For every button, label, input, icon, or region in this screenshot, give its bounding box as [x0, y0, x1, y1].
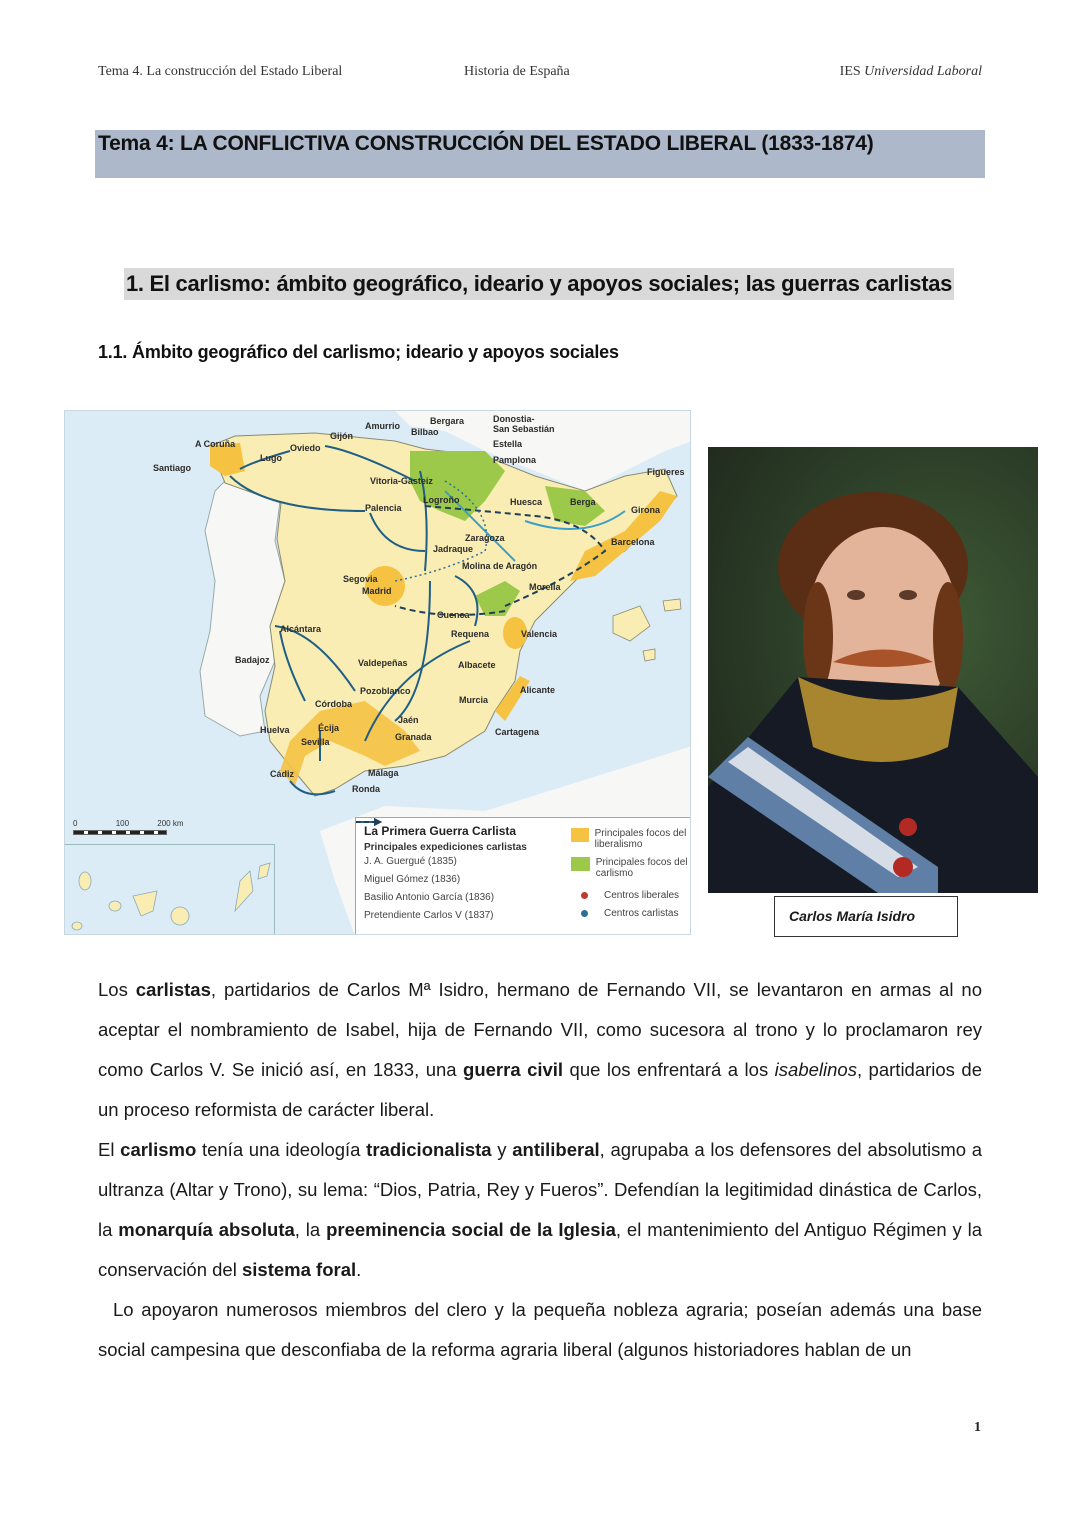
- portrait-caption: [774, 896, 958, 937]
- legend-carlist-area: [571, 857, 691, 879]
- bold-term: antiliberal: [512, 1139, 600, 1160]
- subsection-title: 1.1. Ámbito geográfico del carlismo; ideario y apoyos sociales: [98, 342, 619, 362]
- text-run: Lo apoyaron numerosos miembros del clero y la pequeña nobleza agraria; poseían además una base social campesina que desconfiaba de la reforma agraria liberal (algunos historiadores hablan de un: [98, 1299, 982, 1360]
- chapter-title-bar: [95, 130, 985, 178]
- map-scale: [73, 819, 184, 835]
- map-place-label: Ronda: [352, 784, 380, 794]
- map-place-label: Alcántara: [280, 624, 322, 634]
- text-run: , agrupaba a los defensores del absolutismo a ultranza (Altar y Trono), su lema: “Dios, Patria, Rey y Fueros”. Defendían la legitimidad dinástica de Carlos, la: [98, 1139, 983, 1240]
- map-place-label: Berga: [570, 497, 596, 507]
- body-text: [98, 970, 982, 1370]
- header-center: Historia de España: [464, 64, 570, 79]
- map-place-label: Estella: [493, 439, 523, 449]
- text-run: , partidarios de Carlos Mª Isidro, hermano de Fernando VII, se levantaron en armas al no aceptar el nombramiento de Isabel, hija de Fernando VII, como sucesora al trono y lo proclamaron rey como Carlos V. Se inició así, en 1833, una: [98, 979, 983, 1080]
- map-place-label: Vitoria-Gasteiz: [370, 476, 433, 486]
- text-run: tenía una ideología: [196, 1139, 367, 1160]
- paragraph-2: [98, 1130, 982, 1290]
- map-place-label: Morella: [529, 582, 561, 592]
- map-place-label: Zaragoza: [465, 533, 505, 543]
- legend-title: La Primera Guerra Carlista: [364, 824, 517, 838]
- scale-label-100: 100: [115, 819, 130, 828]
- map-place-label: Logroño: [423, 495, 460, 505]
- red-dot-icon: [581, 892, 588, 899]
- caption-text: Carlos María Isidro: [789, 908, 916, 924]
- map-place-label: Segovia: [343, 574, 378, 584]
- text-run: , el mantenimiento del Antiguo Régimen y la conservación del: [98, 1219, 983, 1280]
- bold-term: preeminencia social de la Iglesia: [326, 1219, 616, 1240]
- map-place-label: Cádiz: [270, 769, 295, 779]
- italic-term: isabelinos: [774, 1059, 857, 1080]
- map-place-label: Bilbao: [411, 427, 439, 437]
- map-place-label: Madrid: [362, 586, 392, 596]
- text-run: El: [98, 1139, 121, 1160]
- map-place-label: Figueres: [647, 467, 685, 477]
- section-title-bar: [124, 268, 954, 300]
- map-place-label: Alicante: [520, 685, 556, 695]
- map-place-label: Bergara: [430, 416, 465, 426]
- text-run: .: [356, 1259, 362, 1280]
- map-place-label: Palencia: [365, 503, 402, 513]
- map-place-label: Valencia: [521, 629, 558, 639]
- map-place-label: Málaga: [368, 768, 399, 778]
- subsection-title-block: [98, 342, 619, 363]
- scale-label-0: 0: [73, 819, 78, 828]
- map-place-label: Córdoba: [315, 699, 352, 709]
- legend-route-label: J. A. Guergué (1835): [364, 856, 457, 867]
- blue-dot-icon: [581, 910, 588, 917]
- scale-label-200: 200 km: [157, 819, 184, 828]
- text-run: que los enfrentará a los: [563, 1059, 775, 1080]
- map-place-label: Badajoz: [235, 655, 270, 665]
- header-right-italic: Universidad Laboral: [864, 64, 982, 79]
- paragraph-3: [98, 1290, 982, 1370]
- map-place-label: Albacete: [458, 660, 496, 670]
- bold-term: sistema foral: [241, 1259, 357, 1280]
- legend-route-label: Basilio Antonio García (1836): [364, 892, 495, 903]
- map-place-label: Amurrio: [365, 421, 401, 431]
- map-legend: [355, 817, 691, 935]
- bold-term: tradicionalista: [366, 1139, 492, 1160]
- map-place-label: Pozoblanco: [360, 686, 411, 696]
- map-place-label: Oviedo: [290, 443, 321, 453]
- legend-carlist-centers: [571, 904, 691, 922]
- map-place-label: Cartagena: [495, 727, 540, 737]
- liberal-swatch-icon: [571, 828, 589, 842]
- text-run: Los: [98, 979, 136, 1000]
- map-place-label: Cuenca: [437, 610, 470, 620]
- map-place-label: Donostia-: [493, 414, 535, 424]
- map-place-label: Granada: [395, 732, 432, 742]
- carlist-swatch-icon: [571, 857, 590, 871]
- header-right: [840, 64, 982, 80]
- portrait-illustration: [708, 447, 1038, 893]
- bold-term: carlistas: [135, 979, 211, 1000]
- legend-area-label: Principales focos del liberalismo: [594, 828, 687, 850]
- map-place-label: Écija: [318, 723, 340, 733]
- map-place-label: Santiago: [153, 463, 192, 473]
- legend-route-label: Pretendiente Carlos V (1837): [364, 910, 494, 921]
- map-place-label: Lugo: [260, 453, 282, 463]
- map-place-label: Huelva: [260, 725, 290, 735]
- map-place-label: Jadraque: [433, 544, 474, 554]
- legend-area-label: Principales focos del carlismo: [595, 857, 688, 879]
- canary-islands-inset: [65, 844, 275, 935]
- text-run: , la: [294, 1219, 327, 1240]
- legend-liberal-centers: [571, 886, 691, 904]
- portrait-carlos-maria-isidro: [708, 447, 1038, 893]
- legend-route-label: Miguel Gómez (1836): [364, 874, 461, 885]
- map-place-label: Jaén: [398, 715, 419, 725]
- section-title: 1. El carlismo: ámbito geográfico, ideario y apoyos sociales; las guerras carlistas: [126, 271, 953, 296]
- dashed-arrow-icon: [356, 818, 382, 826]
- scale-bar: [73, 830, 167, 835]
- map-place-label: Molina de Aragón: [462, 561, 538, 571]
- chapter-title: Tema 4: LA CONFLICTIVA CONSTRUCCIÓN DEL ESTADO LIBERAL (1833-1874): [98, 132, 874, 155]
- map-place-label: San Sebastián: [493, 424, 555, 434]
- map-place-label: Huesca: [510, 497, 543, 507]
- map-place-label: Requena: [451, 629, 490, 639]
- map-place-label: Girona: [631, 505, 661, 515]
- map-place-label: Sevilla: [301, 737, 330, 747]
- map-place-label: Murcia: [459, 695, 489, 705]
- legend-point-label: Centros carlistas: [604, 907, 679, 919]
- legend-subtitle: Principales expediciones carlistas: [364, 842, 527, 853]
- running-header: [98, 64, 982, 84]
- legend-liberal-area: [571, 828, 691, 850]
- carlist-war-map: [64, 410, 691, 935]
- bold-term: guerra civil: [463, 1059, 564, 1080]
- paragraph-1: [98, 970, 982, 1130]
- header-right-prefix: IES: [839, 64, 865, 79]
- bold-term: carlismo: [120, 1139, 197, 1160]
- header-left: Tema 4. La construcción del Estado Liberal: [98, 64, 343, 79]
- map-place-label: Pamplona: [493, 455, 537, 465]
- legend-point-label: Centros liberales: [604, 889, 680, 901]
- page-number: 1: [974, 1420, 981, 1435]
- map-place-label: A Coruña: [195, 439, 236, 449]
- text-run: , partidarios de un proceso reformista de carácter liberal.: [98, 1059, 982, 1120]
- map-place-label: Barcelona: [611, 537, 655, 547]
- map-place-label: Valdepeñas: [358, 658, 408, 668]
- bold-term: monarquía absoluta: [118, 1219, 295, 1240]
- legend-areas-points: [571, 828, 691, 922]
- map-place-label: Gijón: [330, 431, 353, 441]
- text-run: y: [491, 1139, 513, 1160]
